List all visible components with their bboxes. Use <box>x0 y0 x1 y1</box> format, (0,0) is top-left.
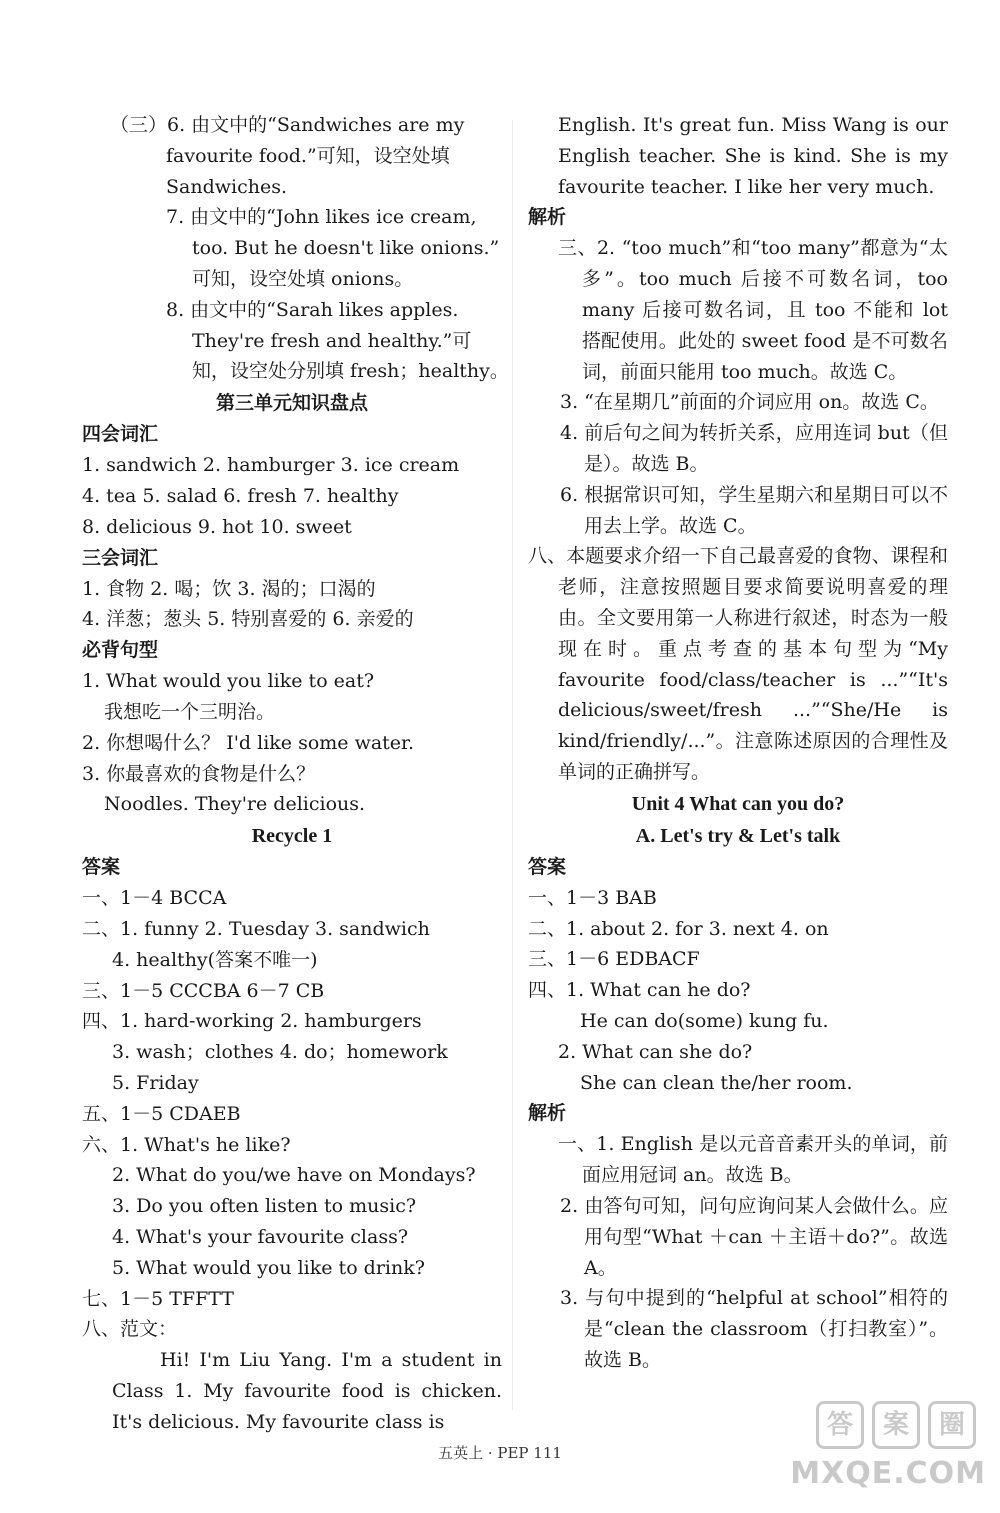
text-line: 4. tea 5. salad 6. fresh 7. healthy <box>82 484 399 507</box>
watermark-logo <box>790 1401 986 1491</box>
explanation-item: 八、本题要求介绍一下自己最喜爱的食物、课程和老师，注意按照题目要求简要说明喜爱的理由。全文要用第一人称进行叙述，时态为一般现在时。重点考查的基本句型为“My favourite food/class/teacher is ...”“It's delicious/sweet/fresh ...”“She/He is kind/friendly/...”。注意陈述原因的合理性及单词的正确拼写。 <box>528 545 948 783</box>
watermark-box: 圈 <box>928 1401 976 1449</box>
text-line: （三）6. 由文中的“Sandwiches are my <box>110 114 465 136</box>
text-line: 一、1－4 BCCA <box>82 887 227 910</box>
text-line: She can clean the/her room. <box>580 1071 853 1094</box>
text-line: 一、1－3 BAB <box>528 886 657 909</box>
unit-title: Unit 4 What can you do? <box>631 792 845 815</box>
text-line: They're fresh and healthy.”可 <box>192 329 472 352</box>
text-line: 2. What do you/we have on Mondays? <box>112 1164 476 1187</box>
watermark-box: 案 <box>872 1401 920 1449</box>
section-heading: 解析 <box>528 1102 567 1125</box>
text-line: too. But he doesn't like onions.” <box>192 237 500 260</box>
explanation-item: 6. 根据常识可知，学生星期六和星期日可以不用去上学。故选 C。 <box>560 483 948 537</box>
text-line: 3. 你最喜欢的食物是什么？ <box>82 762 316 785</box>
text-line: 2. 你想喝什么？ I'd like some water. <box>82 731 415 754</box>
right-column <box>528 110 948 1376</box>
text-line: 可知，设空处填 onions。 <box>192 267 414 290</box>
text-line: 1. sandwich 2. hamburger 3. ice cream <box>82 454 460 477</box>
essay-paragraph: English. It's great fun. Miss Wang is our English teacher. She is kind. She is my favourite teacher. I like her very much. <box>558 114 948 198</box>
text-line: favourite food.”可知，设空处填 <box>166 144 450 167</box>
text-line: 1. 食物 2. 喝；饮 3. 渴的；口渴的 <box>82 577 376 600</box>
text-line: 四、1. What can he do? <box>528 979 751 1002</box>
text-line: 我想吃一个三明治。 <box>104 700 276 723</box>
section-heading: 四会词汇 <box>82 423 159 446</box>
explanation-item: 一、1. English 是以元音音素开头的单词，前面应用冠词 an。故选 B。 <box>558 1133 948 1187</box>
text-line: 5. What would you like to drink? <box>112 1256 425 1279</box>
page-footer: 五英上 · PEP 111 <box>438 1444 562 1462</box>
text-line: 3. Do you often listen to music? <box>112 1195 417 1218</box>
explanation-item: 2. 由答句可知，问句应询问某人会做什么。应用句型“What ＋can ＋主语＋do?”。故选 A。 <box>560 1194 948 1279</box>
explanation-item: 3. “在星期几”前面的介词应用 on。故选 C。 <box>560 391 939 414</box>
text-line: 六、1. What's he like? <box>82 1133 291 1156</box>
unit-subtitle: A. Let's try & Let's talk <box>635 824 841 847</box>
explanation-item: 三、2. “too much”和“too many”都意为“太多”。too much 后接不可数名词，too many 后接可数名词，且 too 不能和 lot 搭配使用。此处的 sweet food 是不可数名词，前面只能用 too much。故选 C。 <box>558 237 948 383</box>
text-line: 三、1－6 EDBACF <box>528 948 700 971</box>
text-line: 四、1. hard-working 2. hamburgers <box>82 1010 422 1033</box>
section-heading: 答案 <box>82 856 121 879</box>
section-heading: 答案 <box>528 855 567 878</box>
text-line: 2. What can she do? <box>558 1040 753 1063</box>
text-line: Sandwiches. <box>166 175 287 198</box>
text-line: 8. 由文中的“Sarah likes apples. <box>166 298 459 321</box>
text-line: 五、1－5 CDAEB <box>82 1102 241 1125</box>
text-line: 4. 洋葱；葱头 5. 特别喜爱的 6. 亲爱的 <box>82 608 414 631</box>
explanation-item: 3. 与句中提到的“helpful at school”相符的是“clean the classroom（打扫教室）”。故选 B。 <box>560 1287 948 1371</box>
text-line: 七、1－5 TFFTT <box>82 1287 234 1310</box>
text-line: 二、1. about 2. for 3. next 4. on <box>528 917 829 940</box>
watermark-site: MXQE.COM <box>790 1456 986 1491</box>
column-divider <box>512 120 513 1410</box>
text-line: 知，设空处分别填 fresh；healthy。 <box>192 360 509 383</box>
text-line: He can do(some) kung fu. <box>580 1009 829 1032</box>
section-heading: 三会词汇 <box>82 546 159 569</box>
section-title: 第三单元知识盘点 <box>215 392 368 415</box>
section-heading: 解析 <box>528 206 567 229</box>
text-line: 5. Friday <box>112 1071 199 1094</box>
left-column <box>82 110 509 1437</box>
explanation-item: 4. 前后句之间为转折关系，应用连词 but（但是）。故选 B。 <box>560 422 948 475</box>
text-line: 4. healthy(答案不唯一) <box>112 948 318 971</box>
text-line: 八、范文： <box>82 1318 178 1341</box>
text-line: 1. What would you like to eat? <box>82 670 375 693</box>
text-line: 三、1－5 CCCBA 6－7 CB <box>82 979 325 1002</box>
section-title: Recycle 1 <box>251 825 333 848</box>
watermark-box: 答 <box>816 1401 864 1449</box>
text-line: 7. 由文中的“John likes ice cream, <box>166 206 477 229</box>
text-line: 4. What's your favourite class? <box>112 1225 409 1248</box>
text-line: 二、1. funny 2. Tuesday 3. sandwich <box>82 917 430 940</box>
text-line: Noodles. They're delicious. <box>104 793 366 816</box>
text-line: 8. delicious 9. hot 10. sweet <box>82 515 352 538</box>
section-heading: 必背句型 <box>82 639 159 662</box>
text-line: 3. wash；clothes 4. do；homework <box>112 1041 448 1064</box>
essay-paragraph: Hi! I'm Liu Yang. I'm a student in Class 1. My favourite food is chicken. It's delicious. My favourite class is <box>112 1349 502 1433</box>
